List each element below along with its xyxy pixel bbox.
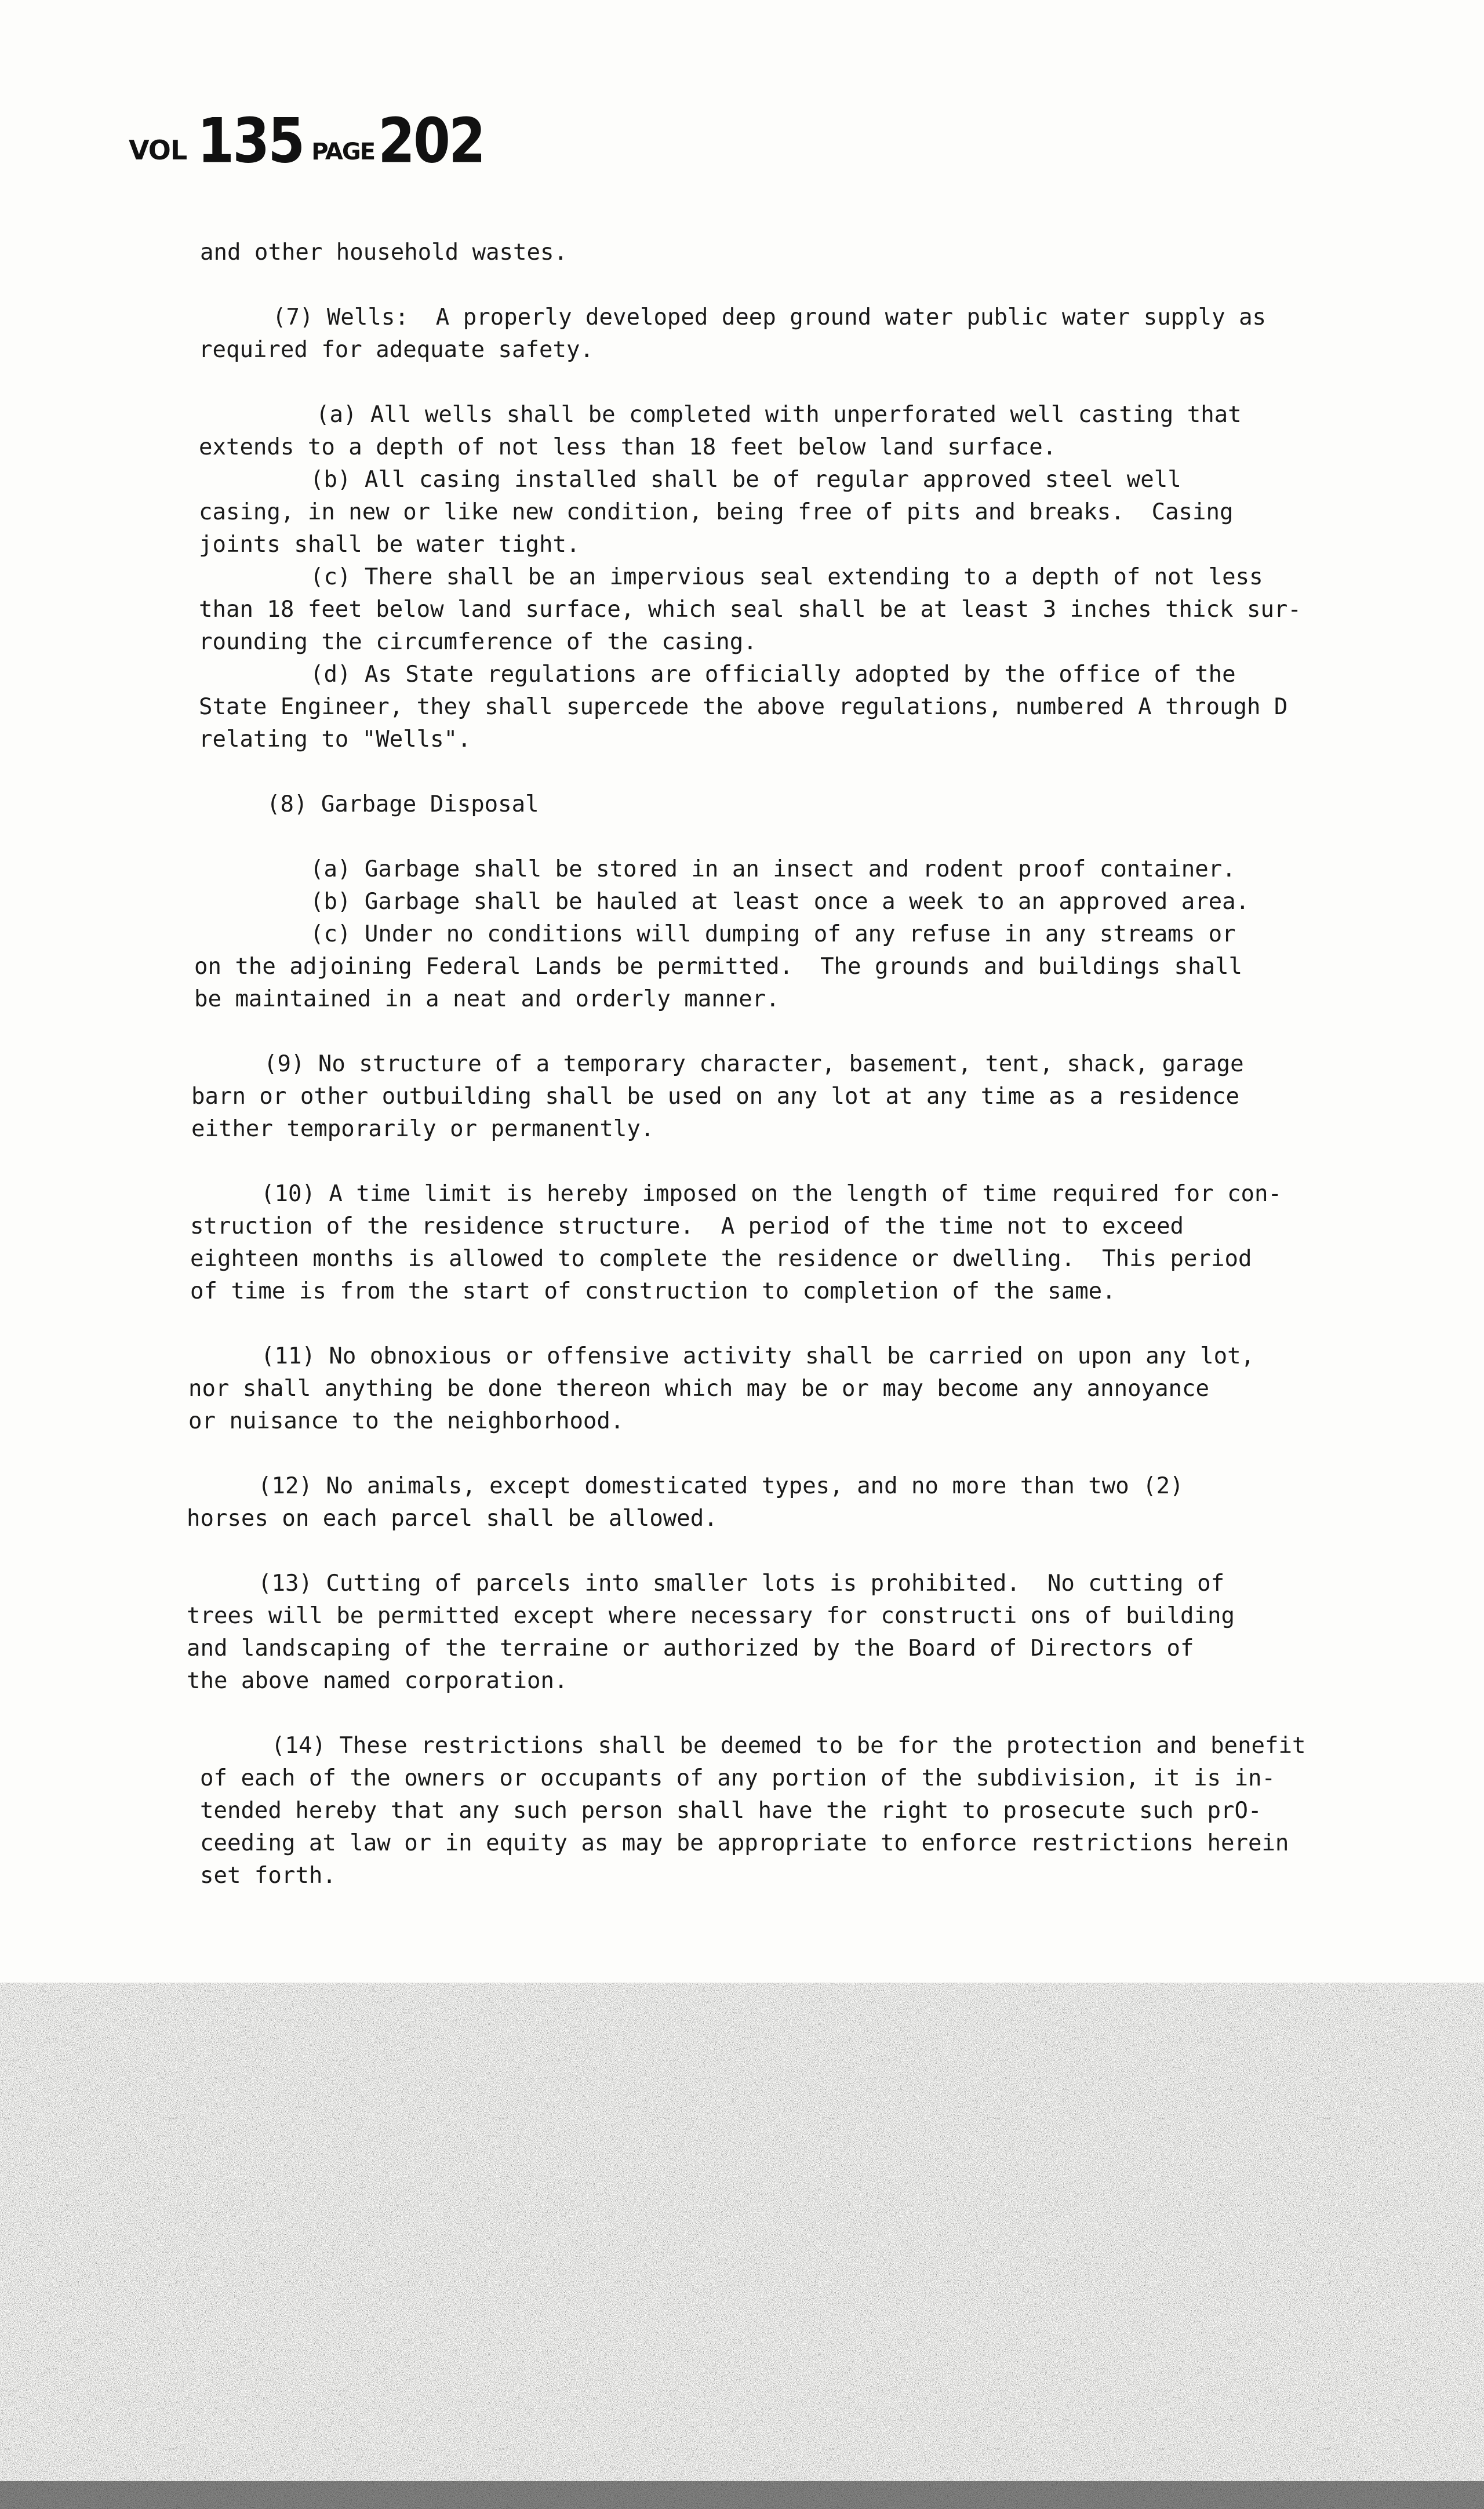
text-line: (c) Under no conditions will dumping of any refuse in any streams or [310, 921, 1236, 947]
text-line: extends to a depth of not less than 18 feet below land surface. [199, 434, 1057, 460]
vol-number: 135 [197, 105, 304, 177]
text-line: required for adequate safety. [199, 337, 594, 363]
text-line: struction of the residence structure. A period of the time not to exceed [190, 1213, 1184, 1239]
text-line: (c) There shall be an impervious seal extending to a depth of not less [310, 564, 1263, 590]
text-line: rounding the circumference of the casing. [199, 629, 757, 655]
vol-label: VOL [129, 134, 187, 166]
text-line: joints shall be water tight. [199, 532, 580, 558]
text-line: be maintained in a neat and orderly manner. [194, 986, 780, 1012]
text-line: ceeding at law or in equity as may be appropriate to enforce restrictions herein [200, 1830, 1289, 1856]
text-line: or nuisance to the neighborhood. [188, 1408, 624, 1434]
text-line: (13) Cutting of parcels into smaller lots is prohibited. No cutting of [258, 1570, 1225, 1597]
photocopy-noise [0, 1983, 1484, 2509]
text-line: barn or other outbuilding shall be used on any lot at any time as a residence [191, 1083, 1239, 1110]
text-line: trees will be permitted except where necessary for constructi ons of building [187, 1603, 1235, 1629]
text-line: set forth. [200, 1863, 336, 1889]
text-line: (12) No animals, except domesticated types, and no more than two (2) [258, 1473, 1184, 1499]
text-line: than 18 feet below land surface, which seal shall be at least 3 inches thick sur- [199, 597, 1301, 623]
text-line: and landscaping of the terraine or authorized by the Board of Directors of [187, 1635, 1194, 1661]
text-line: either temporarily or permanently. [191, 1116, 654, 1142]
text-line: (d) As State regulations are officially adopted by the office of the [310, 661, 1236, 688]
text-line: (14) These restrictions shall be deemed to be for the protection and benefit [271, 1733, 1306, 1759]
text-line: (a) All wells shall be completed with unperforated well casting that [316, 402, 1242, 428]
text-line: on the adjoining Federal Lands be permitted. The grounds and buildings shall [194, 954, 1242, 980]
text-line: (7) Wells: A properly developed deep ground water public water supply as [272, 304, 1267, 330]
text-line: (a) Garbage shall be stored in an insect and rodent proof container. [310, 856, 1236, 882]
text-line: of time is from the start of construction to completion of the same. [190, 1278, 1116, 1304]
text-line: casing, in new or like new condition, being free of pits and breaks. Casing [199, 499, 1234, 525]
text-line: the above named corporation. [187, 1668, 568, 1694]
text-line: and other household wastes. [200, 239, 568, 266]
text-line: (b) Garbage shall be hauled at least once a week to an approved area. [310, 889, 1250, 915]
text-line: tended hereby that any such person shall have the right to prosecute such prO- [200, 1798, 1262, 1824]
text-line: horses on each parcel shall be allowed. [187, 1506, 718, 1532]
text-line: (10) A time limit is hereby imposed on the length of time required for con- [261, 1181, 1282, 1207]
text-line: (9) No structure of a temporary character, basement, tent, shack, garage [264, 1051, 1244, 1077]
text-line: of each of the owners or occupants of any portion of the subdivision, it is in- [200, 1765, 1275, 1791]
text-line: relating to "Wells". [199, 726, 471, 752]
page-number: 202 [378, 105, 485, 177]
text-line: State Engineer, they shall supercede the above regulations, numbered A through D [199, 694, 1288, 720]
text-line: (b) All casing installed shall be of regular approved steel well [310, 467, 1181, 493]
text-line: eighteen months is allowed to complete the residence or dwelling. This period [190, 1246, 1252, 1272]
text-line: nor shall anything be done thereon which may be or may become any annoyance [188, 1376, 1209, 1402]
text-line: (8) Garbage Disposal [267, 791, 539, 817]
text-line: (11) No obnoxious or offensive activity shall be carried on upon any lot, [261, 1343, 1255, 1369]
page-label: PAGE [311, 139, 375, 165]
